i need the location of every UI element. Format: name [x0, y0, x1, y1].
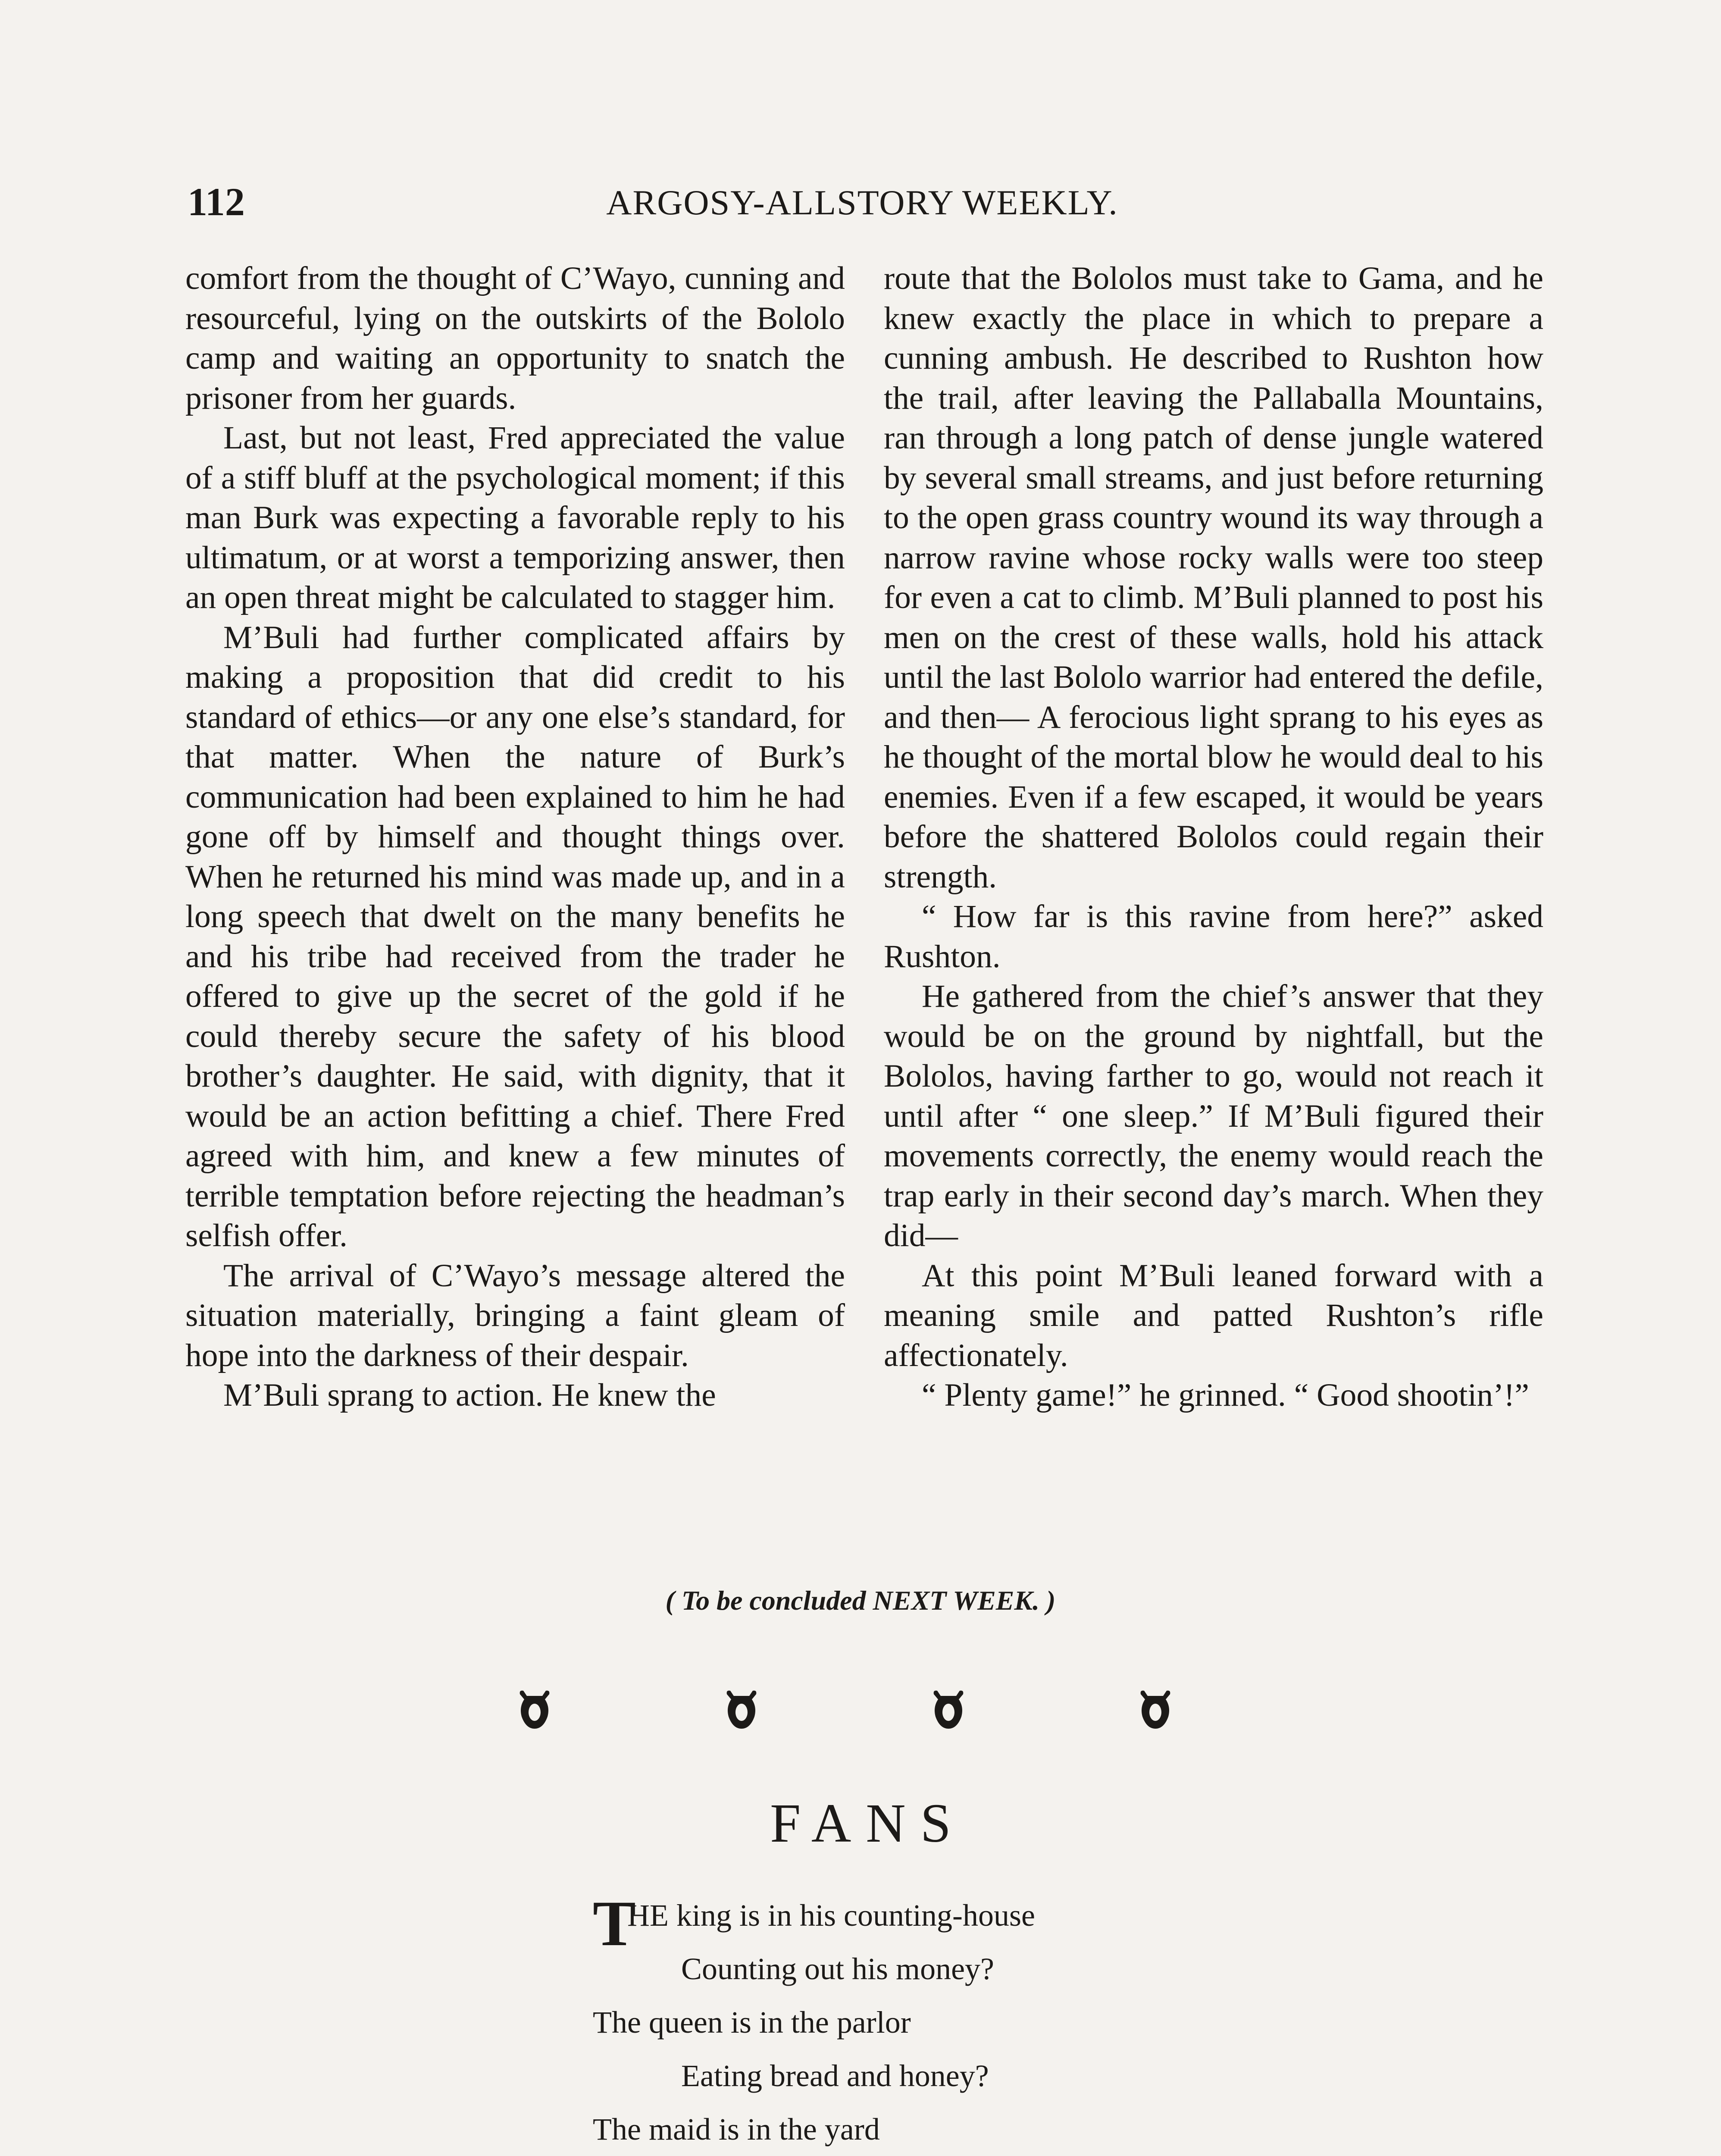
paragraph: M’Buli had further complicated affairs by making a proposition that did credit to his standard of ethics—or any one else’s standard, for that matter. When the nature of Burk’s communication had been explained to him he had gone off by himself and thought things over. When he returned his mind was made up, and in a long speech that dwelt on the many benefits he and his tribe had received from the trader he offered to give up the secret of the gold if he could thereby secure the safety of his blood brother’s daughter. He said, with dignity, that it would be an action befitting a chief. There Fred agreed with him, and knew a few minutes of terrible temptation before rejecting the headman’s selfish offer. [185, 619, 845, 1253]
drop-cap: T [593, 1888, 636, 1959]
page-header [188, 175, 1537, 235]
poem-line: The queen is in the parlor [593, 2005, 911, 2040]
poem-line-text: HE king is in his counting-house [627, 1898, 1035, 1933]
paragraph: The arrival of C’Wayo’s message altered the situation materially, bringing a faint gleam of hope into the darkness of their despair. [185, 1257, 845, 1373]
poem-line: Counting out his money? [681, 1952, 994, 1986]
ornament-divider [517, 1688, 1216, 1740]
paragraph: M’Buli sprang to action. He knew the [223, 1377, 716, 1413]
poem-line: The maid is in the yard [593, 2112, 880, 2147]
right-column [884, 259, 1543, 1416]
ornament-icon [517, 1688, 552, 1731]
paragraph: route that the Bololos must take to Gama, and he knew exactly the place in which to prepare a cunning ambush. He described to Rushton how the trail, after leaving the Pallaballa Mountains, ran through a long patch of dense jungle watered by several small streams, and just before returning to the open grass country wound its way through a narrow ravine whose rocky walls were too steep for even a cat to climb. M’Buli planned to post his men on the crest of these walls, hold his attack until the last Bololo warrior had entered the defile, and then— A ferocious light sprang to his eyes as he thought of the mortal blow he would deal to his enemies. Even if a few escaped, it would be years before the shattered Bololos could regain their strength. [884, 260, 1543, 895]
page-number: 112 [188, 180, 245, 224]
left-column [185, 259, 845, 1416]
paragraph: “ Plenty game!” he grinned. “ Good shootin’!” [922, 1377, 1529, 1413]
ornament-icon [931, 1688, 966, 1731]
poem-line [593, 1888, 1283, 1959]
running-title: ARGOSY-ALLSTORY WEEKLY. [606, 183, 1118, 222]
ornament-icon [724, 1688, 759, 1731]
paragraph: Last, but not least, Fred appreciated the value of a stiff bluff at the psychological moment; if this man Burk was expecting a favorable reply to his ultimatum, or at worst a temporizing answer, then an open threat might be calculated to stagger him. [185, 420, 845, 615]
paragraph: “ How far is this ravine from here?” asked Rushton. [884, 899, 1543, 975]
paragraph: He gathered from the chief’s answer that they would be on the ground by nightfall, but the Bololos, having farther to go, would not reach it until after “ one sleep.” If M’Buli figured their movements correctly, the enemy would reach the trap early in their second day’s march. When they did— [884, 978, 1543, 1253]
poem [593, 1889, 1283, 2156]
poem-line: Eating bread and honey? [681, 2059, 989, 2093]
ornament-icon [1138, 1688, 1173, 1731]
paragraph: comfort from the thought of C’Wayo, cunning and resourceful, lying on the outskirts of the Bololo camp and waiting an opportunity to snatch the prisoner from her guards. [185, 260, 845, 416]
poem-title: FANS [770, 1792, 966, 1854]
paragraph: At this point M’Buli leaned forward with a meaning smile and patted Rushton’s rifle affectionately. [884, 1257, 1543, 1373]
continuation-note: ( To be concluded NEXT WEEK. ) [665, 1585, 1056, 1616]
